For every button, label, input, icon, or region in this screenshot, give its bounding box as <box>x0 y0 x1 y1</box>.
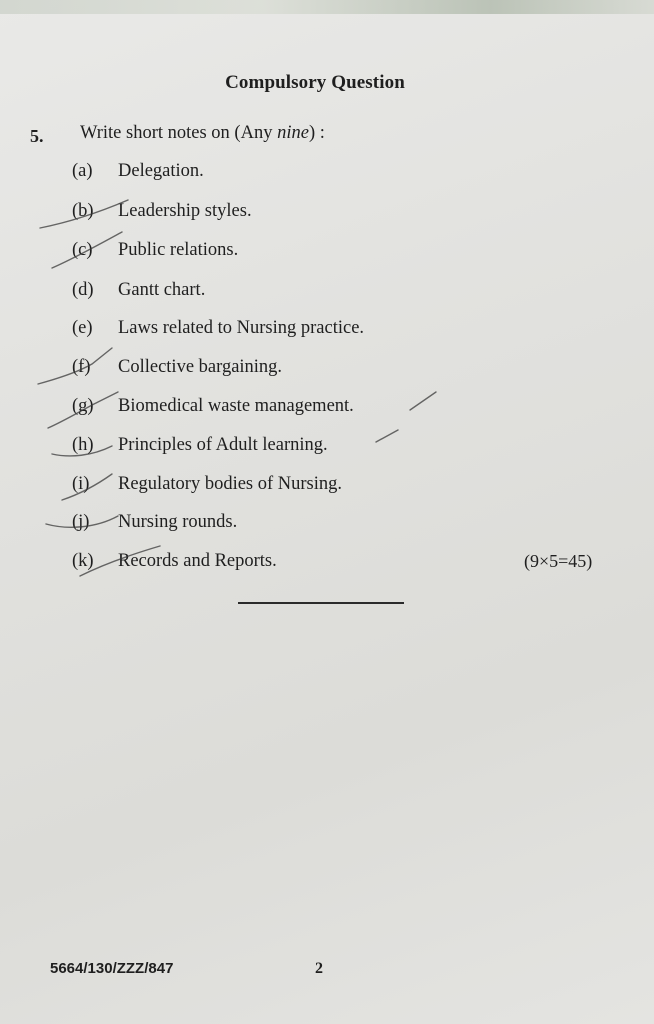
item-label: (d) <box>72 280 94 300</box>
list-item <box>72 240 238 261</box>
tick-mark <box>410 392 436 410</box>
item-label: (b) <box>72 201 94 221</box>
prompt-emphasis: nine <box>277 123 309 143</box>
item-label: (i) <box>72 474 90 494</box>
item-text: Biomedical waste management. <box>118 396 354 416</box>
prompt-end: ) : <box>308 123 325 143</box>
item-text: Nursing rounds. <box>118 512 238 532</box>
list-item <box>72 396 354 417</box>
list-item <box>72 435 328 456</box>
tick-mark <box>376 430 398 442</box>
item-text: Collective bargaining. <box>118 357 283 377</box>
item-text: Principles of Adult learning. <box>118 435 328 455</box>
item-text: Leadership styles. <box>118 201 252 221</box>
item-label: (a) <box>72 161 93 181</box>
item-label: (c) <box>72 240 93 260</box>
item-text: Gantt chart. <box>118 280 206 300</box>
list-item <box>72 357 282 378</box>
section-heading: Compulsory Question <box>225 72 405 93</box>
item-label: (g) <box>72 396 94 416</box>
item-label: (j) <box>72 512 90 532</box>
question-prompt <box>80 123 325 144</box>
prompt-text: Write short notes on (Any <box>80 123 278 143</box>
item-label: (f) <box>72 357 91 377</box>
list-item <box>72 474 342 495</box>
marks-allocation: (9×5=45) <box>524 551 593 571</box>
item-text: Records and Reports. <box>118 551 277 571</box>
list-item <box>72 551 277 572</box>
item-text: Delegation. <box>118 161 204 181</box>
item-text: Laws related to Nursing practice. <box>118 318 365 338</box>
item-label: (h) <box>72 435 94 455</box>
list-item <box>72 161 204 182</box>
question-number: 5. <box>30 126 44 146</box>
item-text: Public relations. <box>118 240 239 260</box>
end-rule <box>238 602 404 604</box>
list-item <box>72 201 252 222</box>
page-number: 2 <box>315 960 323 977</box>
list-item <box>72 512 237 533</box>
list-item <box>72 280 205 301</box>
item-label: (k) <box>72 551 94 571</box>
item-label: (e) <box>72 318 93 338</box>
photo-edge <box>0 0 654 14</box>
paper-code: 5664/130/ZZZ/847 <box>50 960 174 977</box>
list-item <box>72 318 364 339</box>
item-text: Regulatory bodies of Nursing. <box>118 474 343 494</box>
